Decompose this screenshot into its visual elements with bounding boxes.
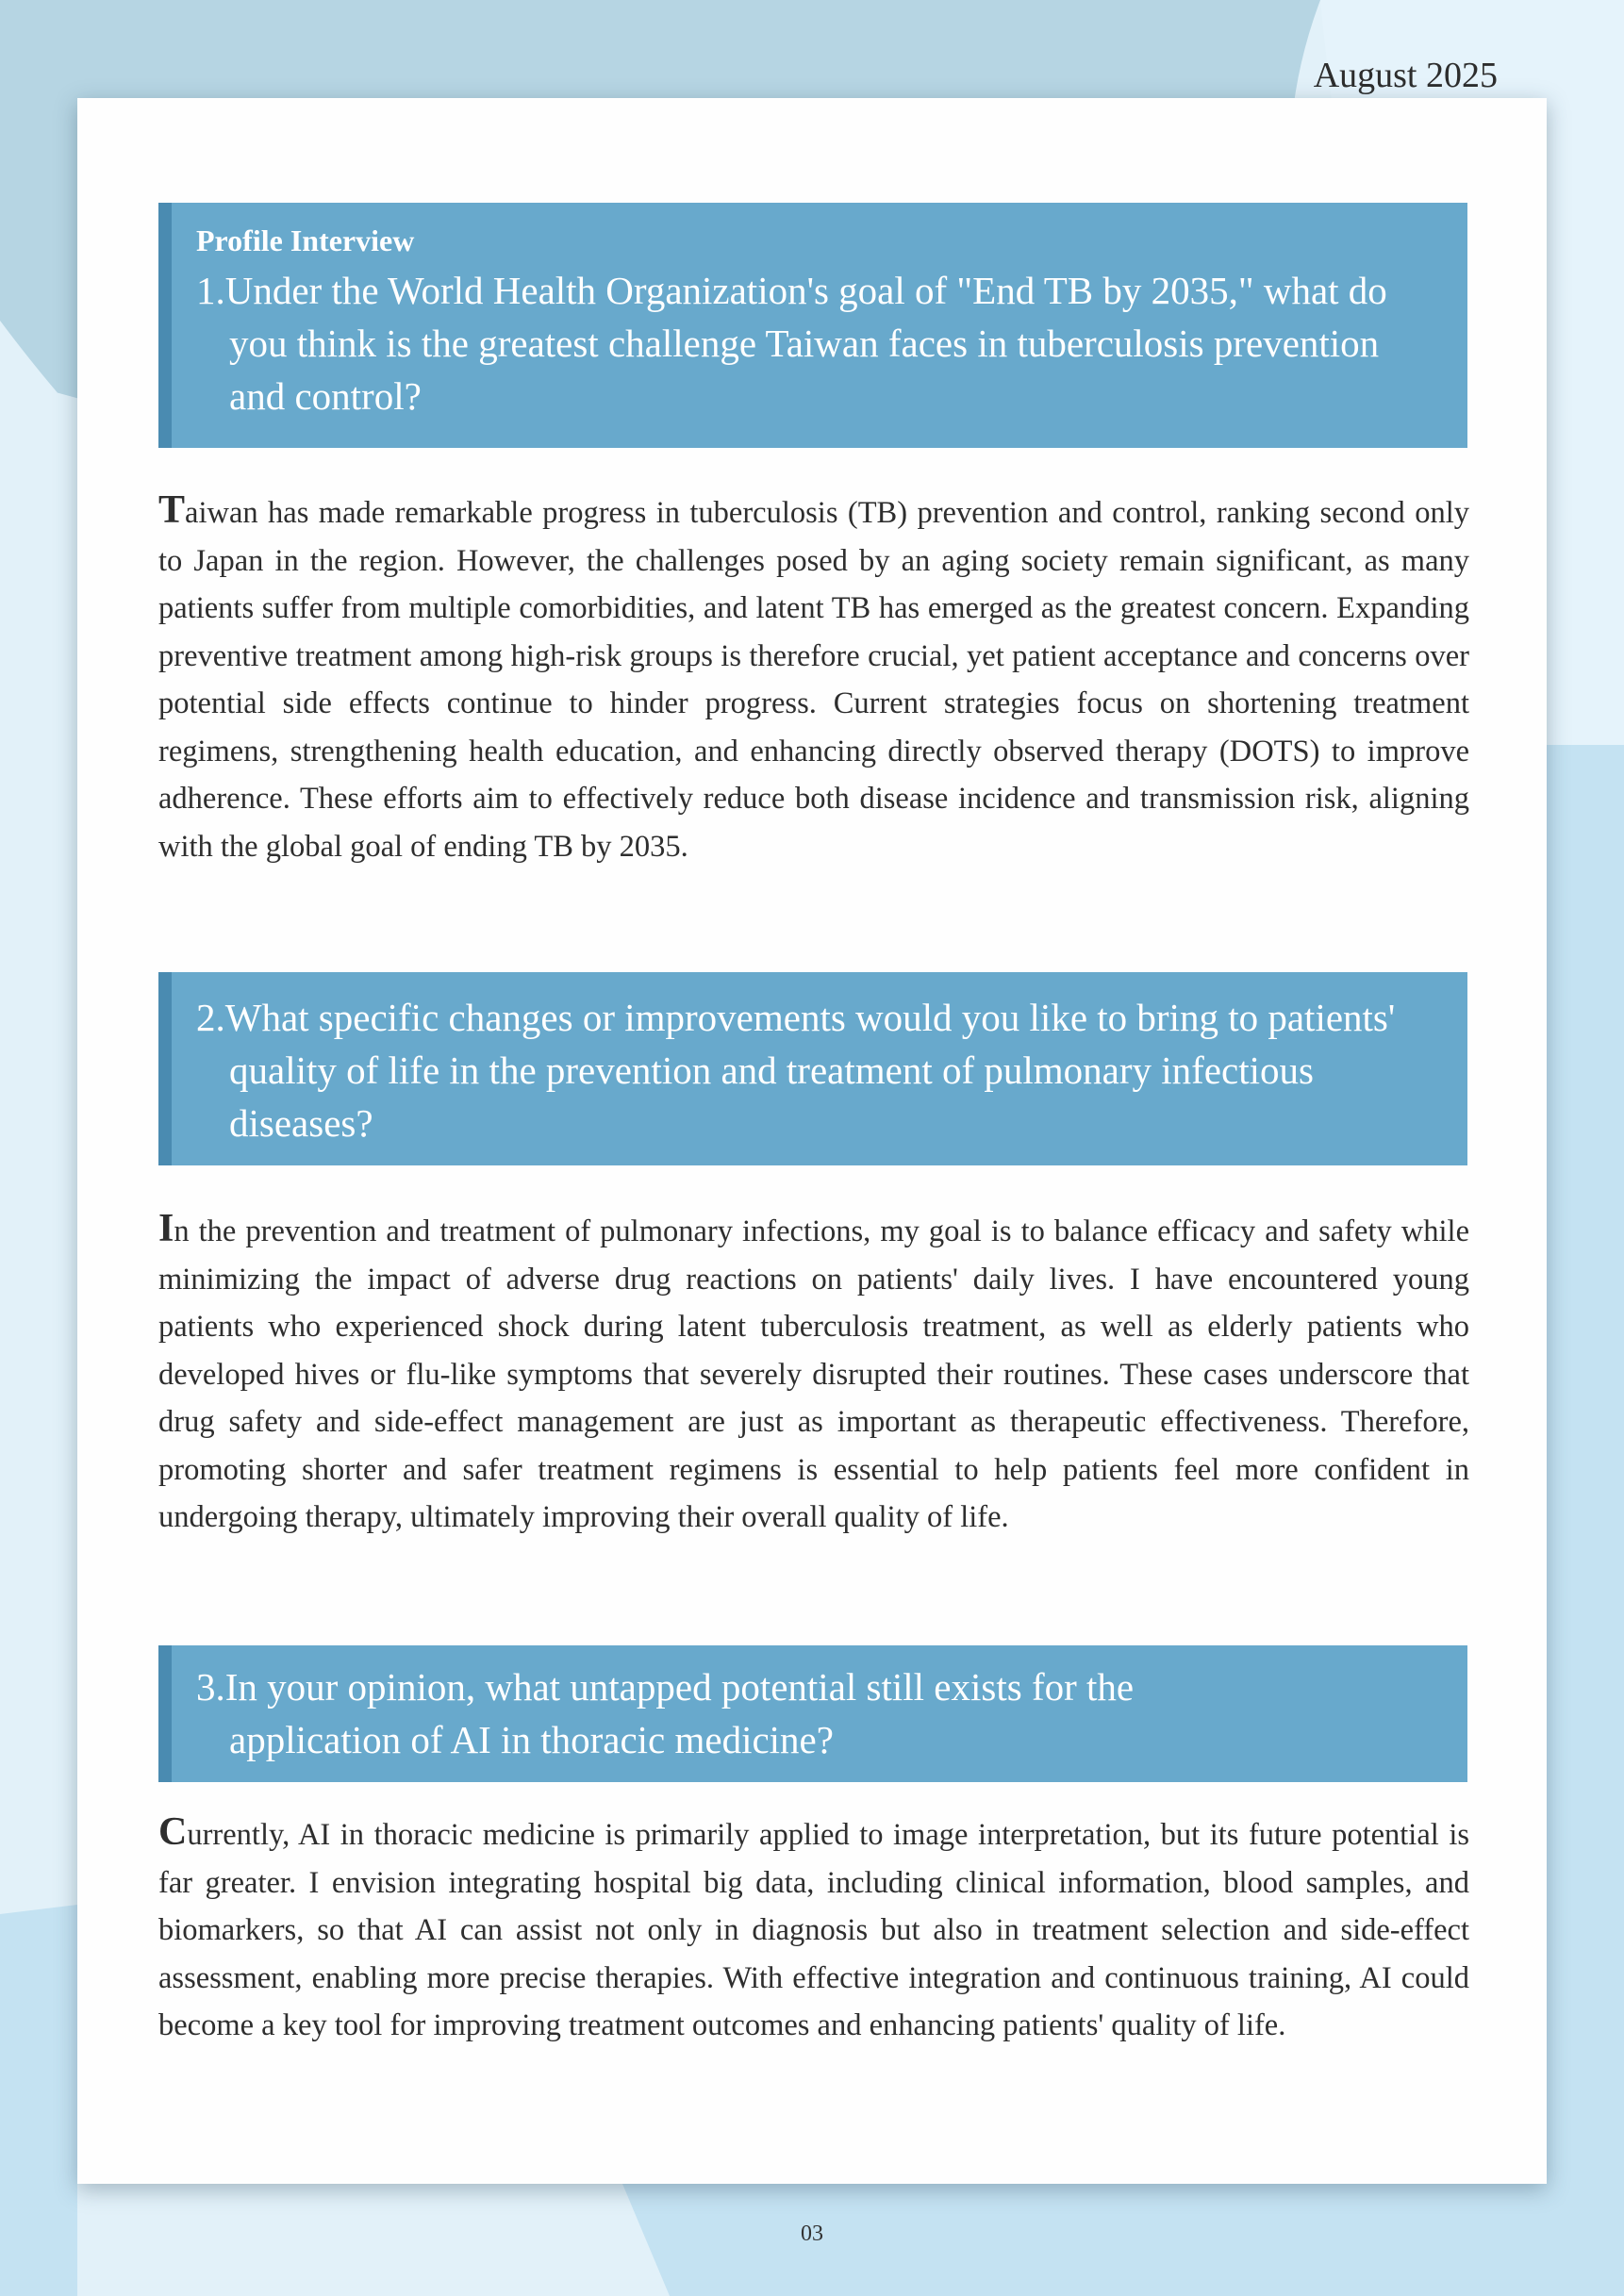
answer-3-initial: C <box>158 1810 188 1854</box>
answer-2-text: n the prevention and treatment of pulmonary infections, my goal is to balance efficacy and safety while minimizing the impact of adverse drug reactions on patients' daily lives. I have encountered young patients who experienced shock during latent tuberculosis treatment, as well as elderly patients who developed hives or flu-like symptoms that severely disrupted their routines. These cases underscore that drug safety and side-effect management are just as important as therapeutic effectiveness. Therefore, promoting shorter and safer treatment regimens is essential to help patients feel more confident in undergoing therapy, ultimately improving their overall quality of life. <box>158 1214 1469 1534</box>
answer-1-initial: T <box>158 488 186 532</box>
answer-3-text: urrently, AI in thoracic medicine is primarily applied to image interpretation, but its future potential is far greater. I envision integrating hospital big data, including clinical information, blood samples, and biomarkers, so that AI can assist not only in diagnosis but also in treatment selection and side-effect assessment, enabling more precise therapies. With effective integration and continuous training, AI could become a key tool for improving treatment outcomes and enhancing patients' quality of life. <box>158 1818 1469 2042</box>
answer-2 <box>158 1205 1469 1542</box>
page-number: 03 <box>801 2222 823 2246</box>
answer-3 <box>158 1809 1469 2050</box>
question-box-1 <box>158 203 1467 448</box>
answer-2-initial: I <box>158 1207 174 1250</box>
answer-1-text: aiwan has made remarkable progress in tuberculosis (TB) prevention and control, ranking second only to Japan in the region. However, the challenges posed by an aging society remain significant, as many patients suffer from multiple comorbidities, and latent TB has emerged as the greatest concern. Expanding preventive treatment among high-risk groups is therefore crucial, yet patient acceptance and concerns over potential side effects continue to hinder progress. Current strategies focus on shortening treatment regimens, strengthening health education, and enhancing directly observed therapy (DOTS) to improve adherence. These efforts aim to effectively reduce both disease incidence and transmission risk, aligning with the global goal of ending TB by 2035. <box>158 496 1469 864</box>
question-box-2 <box>158 972 1467 1165</box>
answer-1 <box>158 487 1469 870</box>
question-1: 1.Under the World Health Organization's goal of "End TB by 2035," what do you think is the greatest challenge Taiwan faces in tuberculosis prevention and control? <box>196 269 1387 418</box>
page-card <box>77 98 1547 2184</box>
issue-date: August 2025 <box>1313 56 1498 95</box>
question-3: 3.In your opinion, what untapped potential still exists for the application of AI in thoracic medicine? <box>196 1665 1135 1761</box>
section-label: Profile Interview <box>196 223 415 257</box>
question-box-3 <box>158 1645 1467 1782</box>
question-2: 2.What specific changes or improvements would you like to bring to patients' quality of life in the prevention and treatment of pulmonary infectious diseases? <box>196 996 1396 1145</box>
